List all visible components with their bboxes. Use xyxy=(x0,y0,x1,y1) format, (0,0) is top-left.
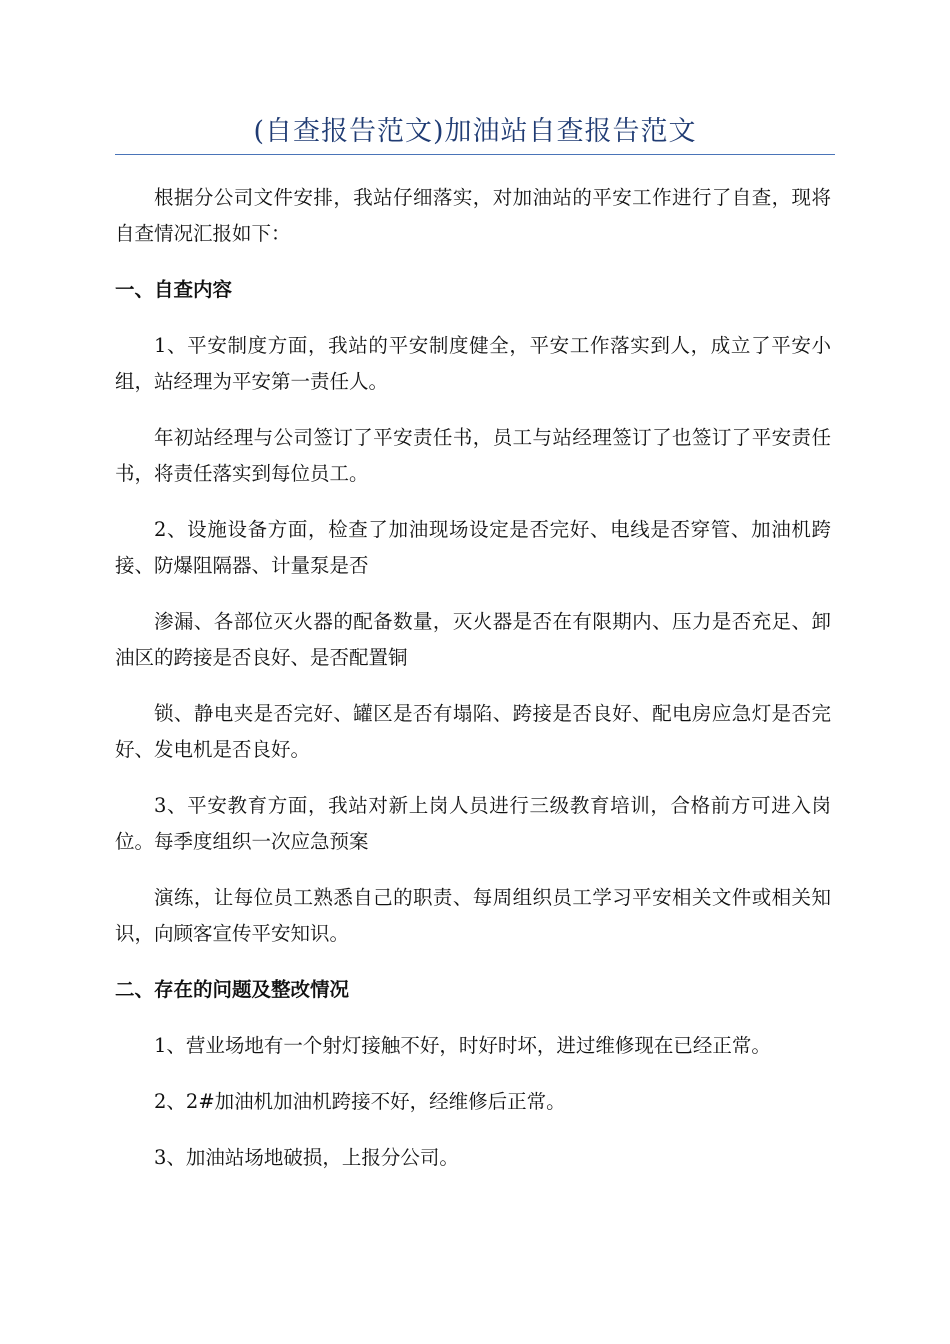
section-heading-issues: 二、存在的问题及整改情况 xyxy=(115,978,350,1001)
paragraph: 年初站经理与公司签订了平安责任书，员工与站经理签订了也签订了平安责任书，将责任落实到每位员工。 xyxy=(115,426,831,485)
document-body xyxy=(115,180,831,1196)
paragraph: 1、平安制度方面，我站的平安制度健全，平安工作落实到人，成立了平安小组，站经理为平安第一责任人。 xyxy=(115,334,831,393)
document-title: (自查报告范文)加油站自查报告范文 xyxy=(253,116,697,147)
paragraph: 渗漏、各部位灭火器的配备数量，灭火器是否在有限期内、压力是否充足、卸油区的跨接是否良好、是否配置铜 xyxy=(115,610,831,669)
paragraph: 3、加油站场地破损，上报分公司。 xyxy=(154,1146,459,1169)
paragraph: 1、营业场地有一个射灯接触不好，时好时坏，进过维修现在已经正常。 xyxy=(154,1034,771,1057)
intro-paragraph: 根据分公司文件安排，我站仔细落实，对加油站的平安工作进行了自查，现将自查情况汇报如下： xyxy=(115,186,831,245)
paragraph: 2、2#加油机加油机跨接不好，经维修后正常。 xyxy=(154,1090,566,1113)
paragraph: 2、设施设备方面，检查了加油现场设定是否完好、电线是否穿管、加油机跨接、防爆阻隔器、计量泵是否 xyxy=(115,518,831,577)
paragraph: 演练，让每位员工熟悉自己的职责、每周组织员工学习平安相关文件或相关知识，向顾客宣传平安知识。 xyxy=(115,886,831,945)
paragraph: 锁、静电夹是否完好、罐区是否有塌陷、跨接是否良好、配电房应急灯是否完好、发电机是否良好。 xyxy=(115,702,831,761)
paragraph: 3、平安教育方面，我站对新上岗人员进行三级教育培训，合格前方可进入岗位。每季度组织一次应急预案 xyxy=(115,794,831,853)
title-underline xyxy=(115,154,835,155)
section-heading-self-check: 一、自查内容 xyxy=(115,278,233,301)
